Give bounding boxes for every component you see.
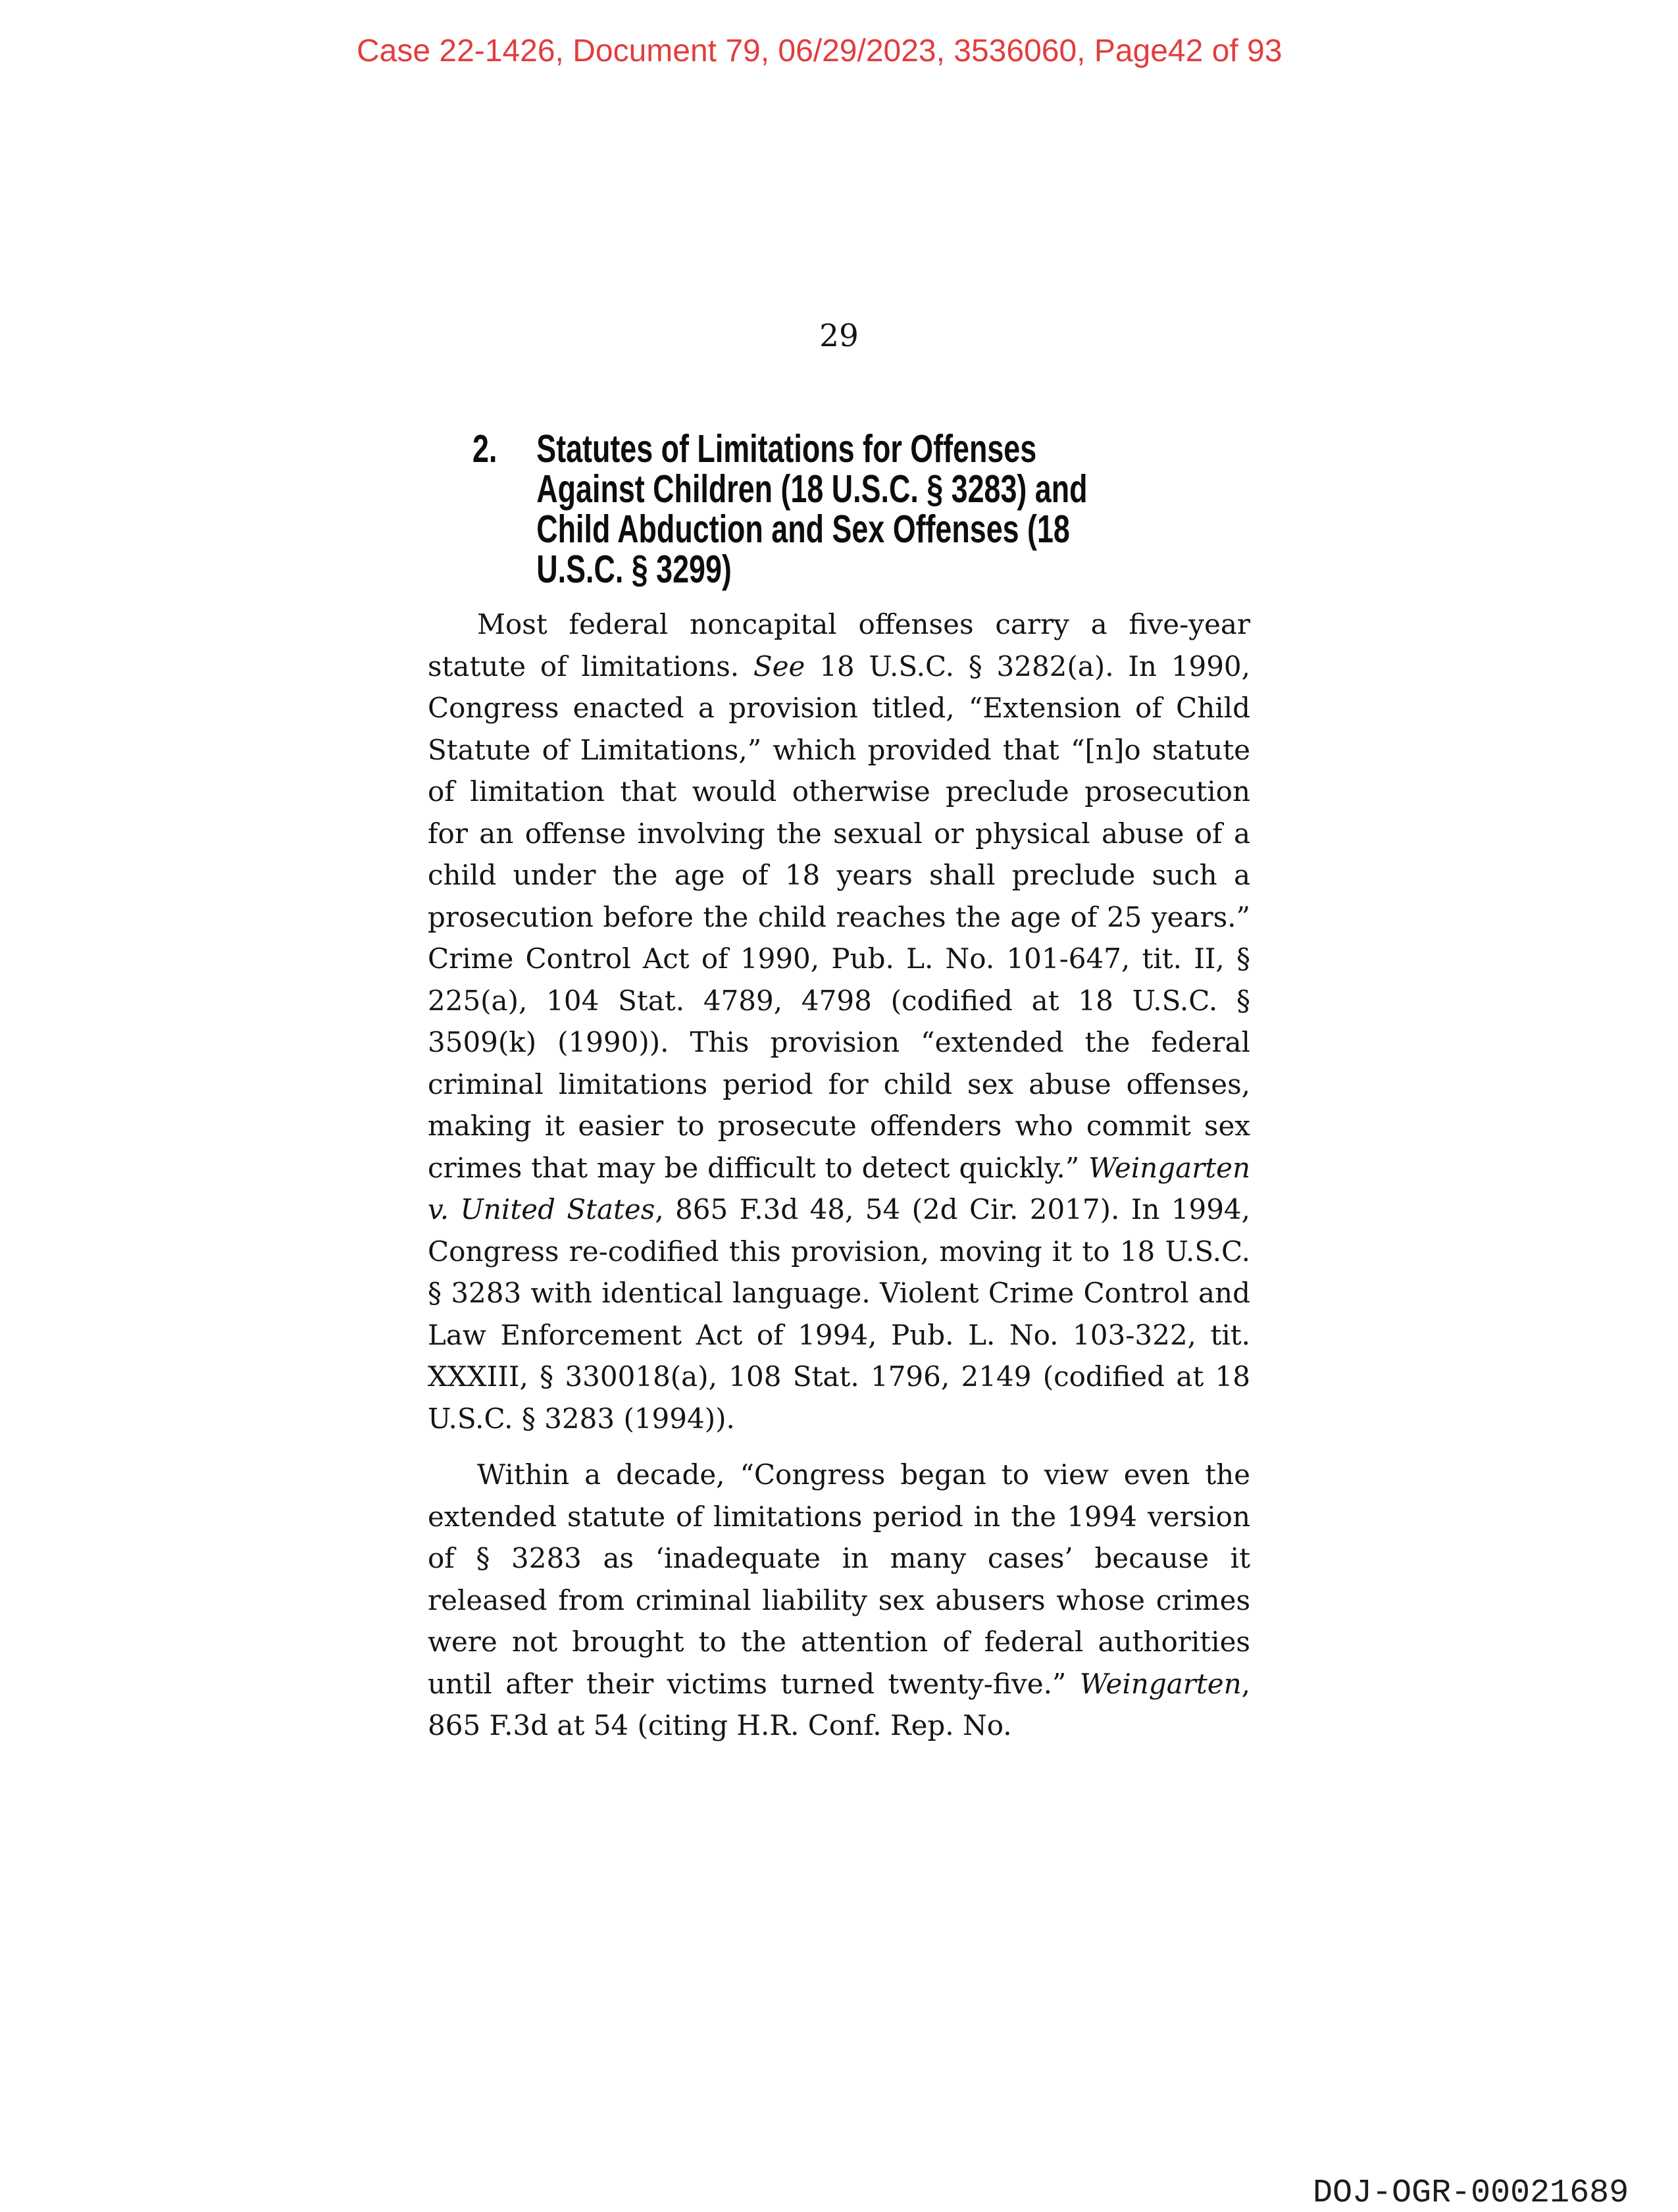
paragraph-1-text: 18 U.S.C. § 3282(a). In 1990, Congress enacted a provision titled, “Extension of Child Statute of Limitations,” which provided that “[n]o statute of limitation that would otherwise preclude prosecution for an offense involving the sexual or physical abuse of a child under the age of 18 years shall preclude such a prosecution before the child reaches the age of 25 years.” Crime Control Act of 1990, Pub. L. No. 101-647, tit. II, § 225(a), 104 Stat. 4789, 4798 (codified at 18 U.S.C. § 3509(k) (1990)). This provision “extended the federal criminal limitations period for child sex abuse offenses, making it easier to prosecute offenders who commit sex crimes that may be difficult to detect quickly.” <box>428 650 1251 1184</box>
paragraph-2-text: , 865 F.3d at 54 (citing H.R. Conf. Rep. No. <box>428 1667 1250 1741</box>
page-number: 29 <box>819 318 859 354</box>
case-citation-weingarten: Weingarten <box>1079 1667 1242 1700</box>
paragraph-2-text: Within a decade, “Congress began to view even the extended statute of limitations period in the 1994 version of § 3283 as ‘inadequate in many cases’ because it released from criminal liability sex abusers whose crimes were not brought to the attention of federal authorities until after their victims turned twenty-five.” <box>428 1458 1250 1700</box>
section-heading-line-3: Child Abduction and Sex Offenses (18 <box>536 507 1070 551</box>
section-heading-line-4: U.S.C. § 3299) <box>536 548 732 591</box>
case-stamp-header: Case 22-1426, Document 79, 06/29/2023, 3536060, Page42 of 93 <box>357 34 1283 68</box>
section-heading-line-2: Against Children (18 U.S.C. § 3283) and <box>536 467 1088 511</box>
bates-number: DOJ-OGR-00021689 <box>1313 2174 1629 2212</box>
paragraph-1 <box>428 604 1250 1439</box>
body-text-column <box>428 604 1250 1747</box>
paragraph-1-text: Most federal noncapital offenses carry a five-year statute of limitations. <box>428 608 1250 682</box>
case-citation-see: See <box>753 650 805 682</box>
section-heading-number: 2. <box>472 427 497 471</box>
section-heading <box>472 429 1088 590</box>
section-heading-line-1: Statutes of Limitations for Offenses <box>536 427 1037 471</box>
paragraph-2 <box>428 1454 1250 1747</box>
section-heading-text <box>536 429 1087 590</box>
paragraph-1-text: , 865 F.3d 48, 54 (2d Cir. 2017). In 1994, Congress re-codified this provision, moving it to 18 U.S.C. § 3283 with identical language. Violent Crime Control and Law Enforcement Act of 1994, Pub. L. No. 103-322, tit. XXXIII, § 330018(a), 108 Stat. 1796, 2149 (codified at 18 U.S.C. § 3283 (1994)). <box>428 1193 1250 1435</box>
case-citation-weingarten-v-united-states: Weingarten v. United States <box>428 1151 1250 1225</box>
